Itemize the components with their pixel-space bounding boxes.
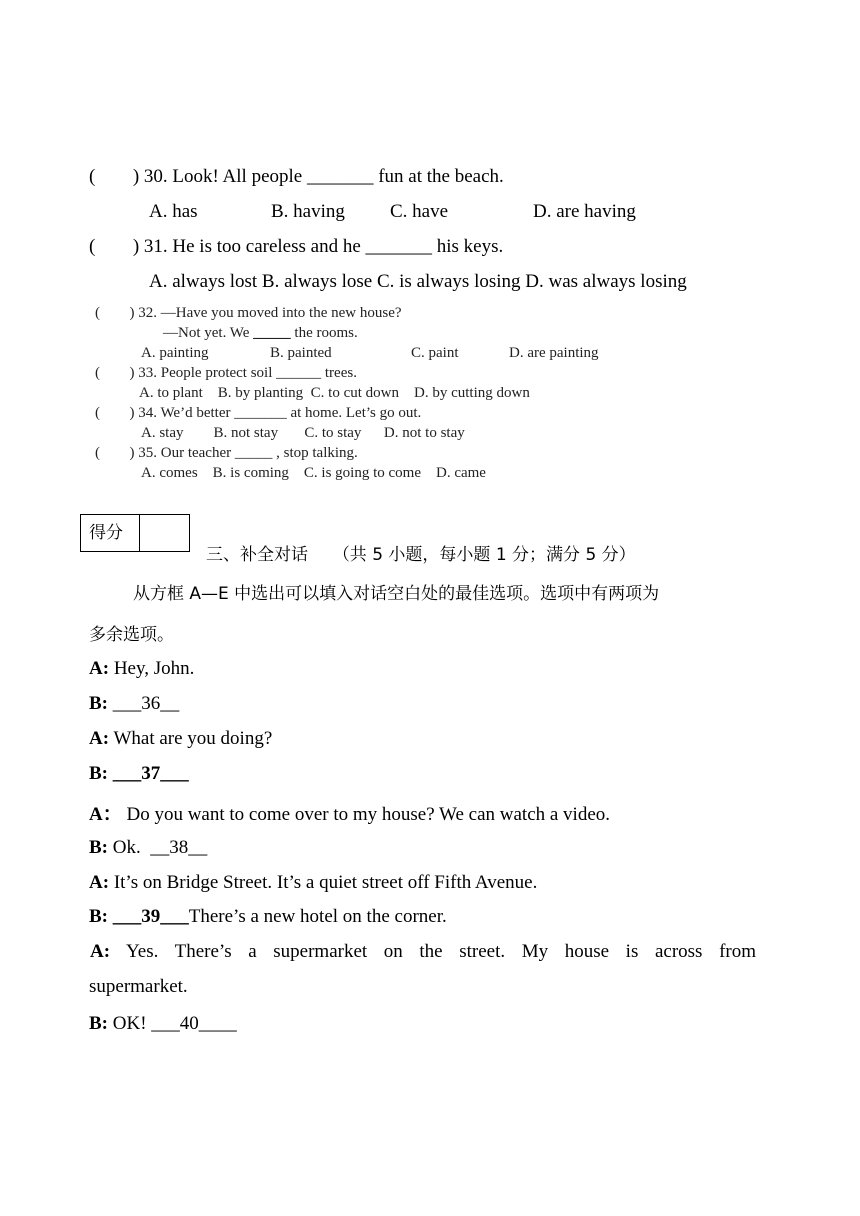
answer-paren-close: ) [129,305,135,321]
option-b: B. having [271,201,345,222]
option-a: A. painting [141,345,209,361]
answer-paren-open: ( [89,236,96,257]
section-heading [206,540,636,565]
speaker: B: [89,837,108,858]
question-stem: 32. —Have you moved into the new house? [138,305,402,321]
dialogue-line: A: It’s on Bridge Street. It’s a quiet street off Fifth Avenue. [89,872,538,893]
answer-paren-open: ( [95,445,100,461]
answer-paren-open: ( [89,166,96,187]
speaker: B: [89,906,108,927]
dialogue-line-continued: supermarket. [89,976,188,997]
option-a: A. has [149,201,198,222]
dialogue-line: A: Yes. There’s a supermarket on the street. My house is across from [90,941,756,962]
answer-paren-open: ( [95,405,100,421]
answer-blank: _____ [253,325,291,341]
dialogue-line [89,763,189,785]
options-line: A. comes B. is coming C. is going to come D. came [141,465,486,481]
answer-blank: __38__ [150,837,208,858]
option-d: D. are painting [509,345,599,361]
option-b: B. painted [270,345,332,361]
score-box [80,514,190,552]
answer-paren-open: ( [95,365,100,381]
option-c: C. have [390,201,449,222]
answer-paren-close: ) [129,365,135,381]
dialogue-line: B: ___39___There’s a new hotel on the corner. [89,906,447,927]
dialogue-line [89,693,179,715]
dialogue-line: A: Hey, John. [89,658,195,679]
option-d: D. are having [533,201,636,222]
answer-paren-close: ) [132,166,140,187]
answer-blank: ___36__ [112,693,180,714]
question-32-line2: —Not yet. We _____ the rooms. [163,325,358,341]
answer-paren-close: ) [132,236,140,257]
options-line: A. always lost B. always lose C. is always losing D. was always losing [149,271,687,292]
question-stem: 35. Our teacher _____ , stop talking. [138,445,358,461]
question-stem: 31. He is too careless and he _______ his keys. [143,236,504,257]
speaker: A: [89,658,110,679]
options-line: A. to plant B. by planting C. to cut down D. by cutting down [139,385,530,401]
section-title: 三、补全对话 [206,545,308,565]
dialogue-line: A： Do you want to come over to my house? We can watch a video. [89,804,611,825]
dialogue-line: B: OK! ___40____ [89,1013,237,1034]
question-stem: 34. We’d better _______ at home. Let’s go out. [138,405,422,421]
question-30 [89,166,504,188]
speaker: B: [89,693,108,714]
options-line: A. stay B. not stay C. to stay D. not to stay [141,425,465,441]
instruction-line-1: 从方框 A—E 中选出可以填入对话空白处的最佳选项。选项中有两项为 [133,584,660,604]
question-32 [95,305,402,322]
answer-blank: ___37___ [112,763,189,784]
instruction-line-2: 多余选项。 [89,625,174,645]
score-box-divider [139,515,140,551]
dialogue-line: A: What are you doing? [89,728,273,749]
question-stem: 30. Look! All people _______ fun at the beach. [143,166,504,187]
speaker: B: [89,1013,108,1034]
answer-blank: ___39___ [112,906,189,927]
dialogue-line: B: Ok. __38__ [89,837,208,858]
answer-paren-close: ) [129,445,135,461]
speaker: A: [89,872,110,893]
score-label: 得分 [89,523,123,543]
option-c: C. paint [411,345,459,361]
section-note: （共 5 小题，每小题 1 分；满分 5 分） [332,545,636,565]
speaker: B: [89,763,108,784]
question-35 [95,445,358,462]
answer-blank: ___40____ [151,1013,237,1034]
answer-paren-open: ( [95,305,100,321]
speaker: A： [89,804,122,825]
question-stem: 33. People protect soil ______ trees. [138,365,357,381]
speaker: A: [89,728,110,749]
speaker: A: [90,941,111,962]
question-33 [95,365,357,382]
question-31 [89,236,503,258]
question-34 [95,405,421,422]
answer-paren-close: ) [129,405,135,421]
